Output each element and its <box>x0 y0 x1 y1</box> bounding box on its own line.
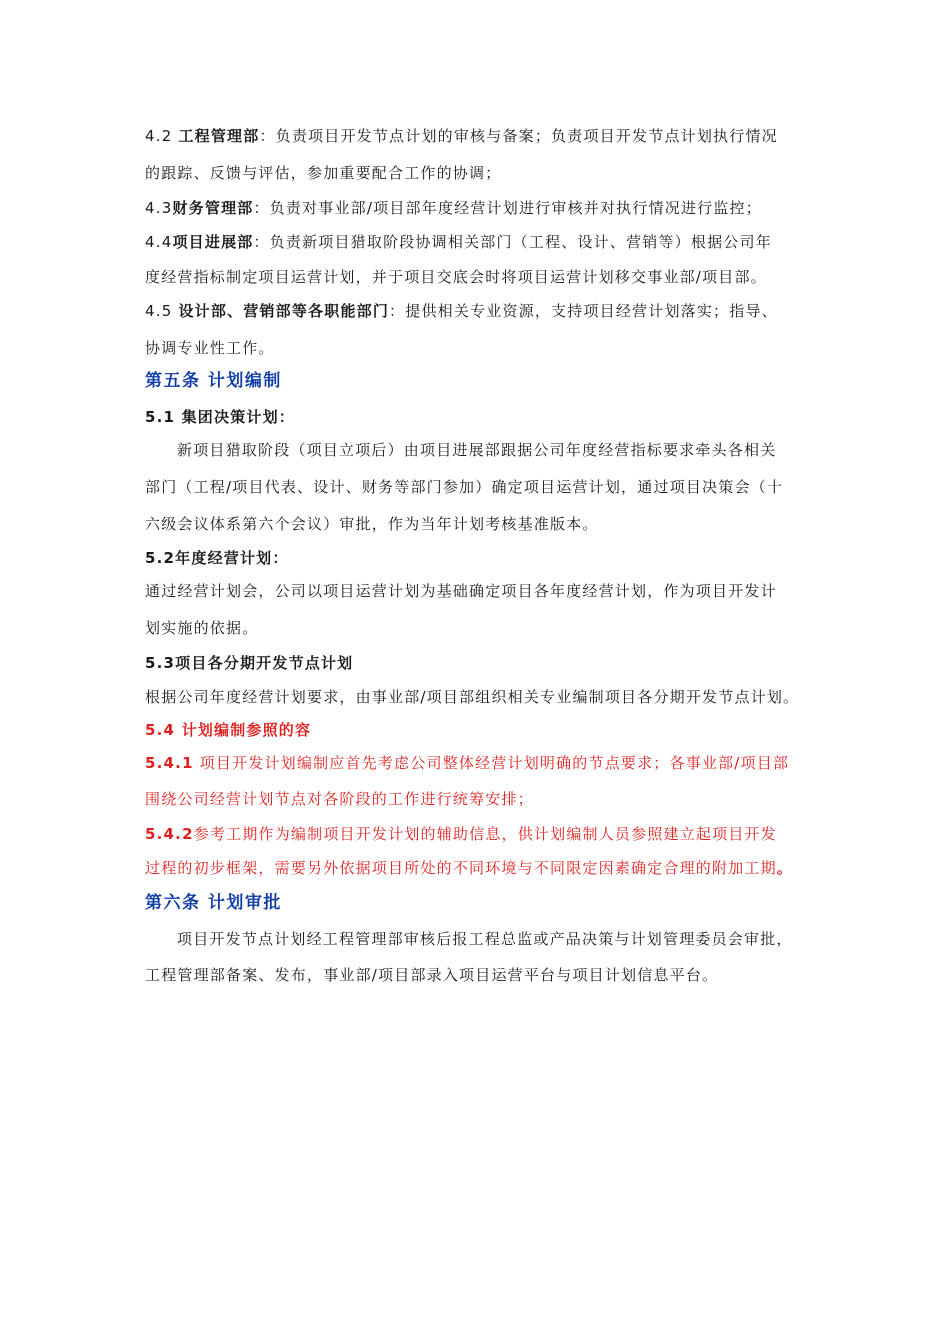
clause-text: ：提供相关专业资源，支持项目经营计划落实；指导、 <box>389 302 778 320</box>
para-6-line-1: 项目开发节点计划经工程管理部审核后报工程总监或产品决策与计划管理委员会审批， <box>177 930 793 948</box>
para-6-line-2: 工程管理部备案、发布，事业部/项目部录入项目运营平台与项目计划信息平台。 <box>145 966 719 984</box>
subheading-5-4: 5.4 计划编制参照的容 <box>145 721 312 739</box>
para-4-5-line-1 <box>145 301 778 321</box>
para-5-4-2-line-1 <box>145 824 777 844</box>
clause-end-mark: 。 <box>776 859 794 877</box>
para-5-1-line-1: 新项目猎取阶段（项目立项后）由项目进展部跟据公司年度经营指标要求牵头各相关 <box>177 441 777 459</box>
clause-number: 5.4.2 <box>145 825 194 843</box>
clause-number: 4.5 <box>145 302 179 320</box>
para-5-4-2-line-2 <box>145 858 793 878</box>
para-4-4-line-1 <box>145 232 772 252</box>
para-4-5-line-2: 协调专业性工作。 <box>145 339 275 357</box>
para-4-2-line-2: 的跟踪、反馈与评估，参加重要配合工作的协调； <box>145 164 502 182</box>
clause-text: 参考工期作为编制项目开发计划的辅助信息，供计划编制人员参照建立起项目开发 <box>193 825 777 843</box>
para-4-2-line-1 <box>145 126 778 146</box>
clause-text: ：负责对事业部/项目部年度经营计划进行审核并对执行情况进行监控； <box>253 199 762 217</box>
subheading-5-2: 5.2年度经营计划： <box>145 549 289 567</box>
para-5-3: 根据公司年度经营计划要求，由事业部/项目部组织相关专业编制项目各分期开发节点计划。 <box>145 688 800 706</box>
clause-dept: 工程管理部 <box>178 127 260 145</box>
subheading-5-3: 5.3项目各分期开发节点计划 <box>145 654 354 672</box>
clause-text: 过程的初步框架，需要另外依据项目所处的不同环境与不同限定因素确定合理的附加工期 <box>145 859 777 877</box>
para-5-1-line-2: 部门（工程/项目代表、设计、财务等部门参加）确定项目运营计划，通过项目决策会（十 <box>145 478 784 496</box>
para-4-4-line-2: 度经营指标制定项目运营计划，并于项目交底会时将项目运营计划移交事业部/项目部。 <box>145 268 767 286</box>
para-5-2-line-2: 划实施的依据。 <box>145 619 259 637</box>
clause-number: 4.2 <box>145 127 179 145</box>
clause-number: 4.3 <box>145 199 173 217</box>
subheading-5-1: 5.1 集团决策计划： <box>145 408 295 426</box>
clause-text: ：负责新项目猎取阶段协调相关部门（工程、设计、营销等）根据公司年 <box>253 233 772 251</box>
clause-text: 项目开发计划编制应首先考虑公司整体经营计划明确的节点要求；各事业部/项目部 <box>193 754 790 772</box>
clause-dept: 设计部、营销部等各职能部门 <box>178 302 390 320</box>
section-heading-5: 第五条 计划编制 <box>145 371 282 391</box>
clause-text: ：负责项目开发节点计划的审核与备案；负责项目开发节点计划执行情况 <box>259 127 778 145</box>
clause-dept: 项目进展部 <box>172 233 254 251</box>
clause-dept: 财务管理部 <box>172 199 254 217</box>
clause-number: 5.4.1 <box>145 754 194 772</box>
para-5-4-1-line-2: 围绕公司经营计划节点对各阶段的工作进行统筹安排； <box>145 790 534 808</box>
para-5-1-line-3: 六级会议体系第六个会议）审批，作为当年计划考核基准版本。 <box>145 515 599 533</box>
para-5-2-line-1: 通过经营计划会，公司以项目运营计划为基础确定项目各年度经营计划，作为项目开发计 <box>145 582 777 600</box>
clause-number: 4.4 <box>145 233 173 251</box>
para-4-3 <box>145 198 762 218</box>
para-5-4-1-line-1 <box>145 753 789 773</box>
section-heading-6: 第六条 计划审批 <box>145 893 282 913</box>
